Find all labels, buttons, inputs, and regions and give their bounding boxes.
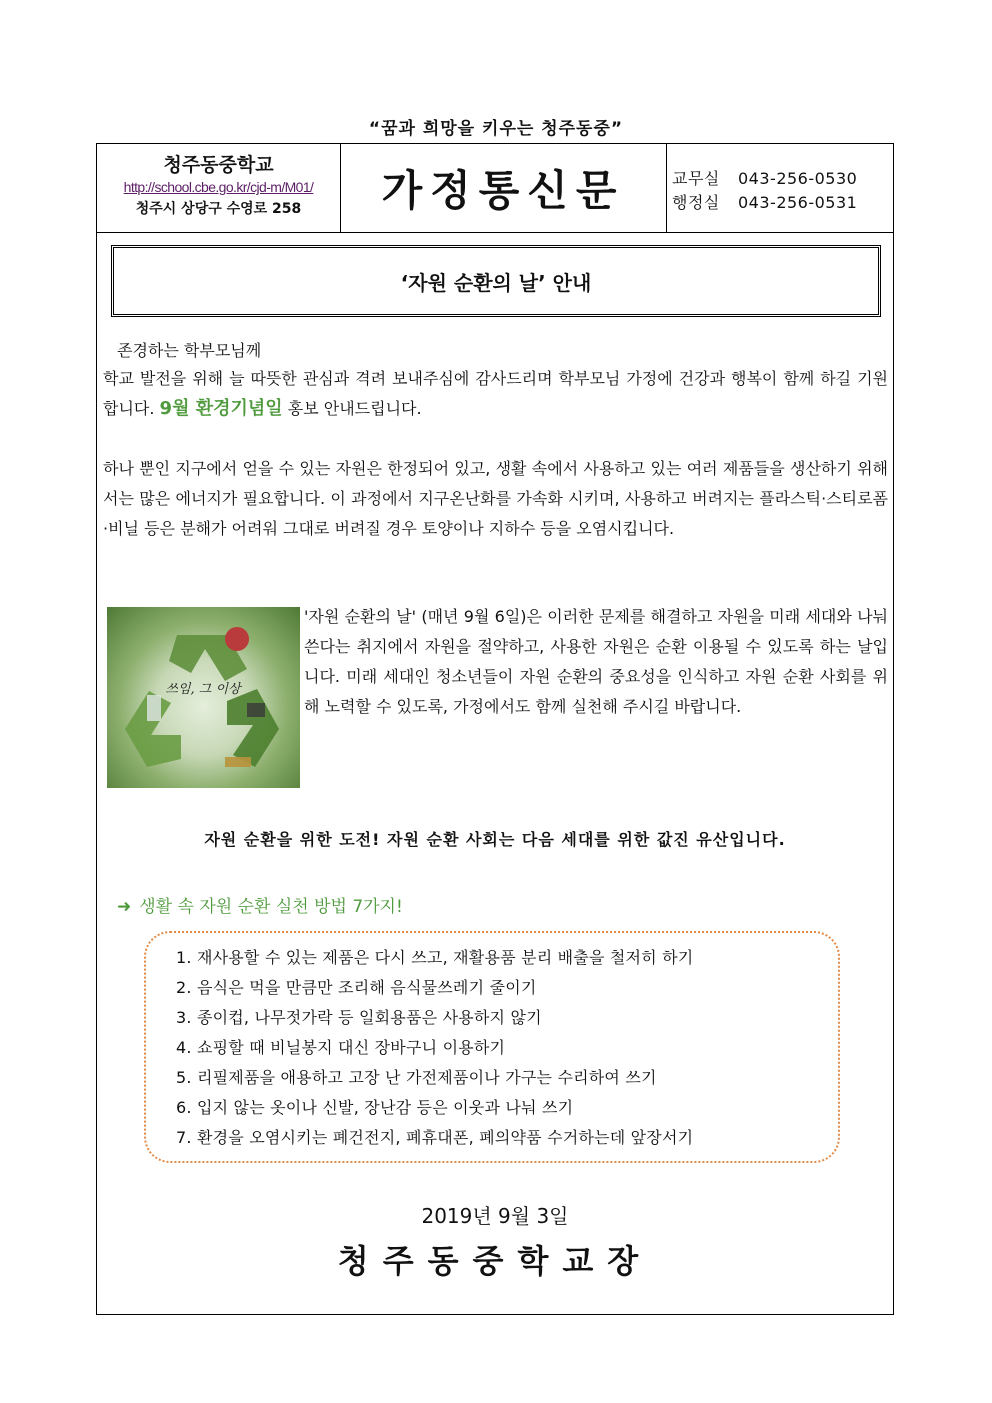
issue-date: 2019년 9월 3일: [421, 1204, 569, 1228]
list-item: 4. 쇼핑할 때 비닐봉지 대신 장바구니 이용하기: [176, 1038, 506, 1057]
phone-label: 교무실: [672, 169, 720, 188]
methods-list: [176, 943, 693, 1153]
phone-number: 043-256-0531: [738, 193, 858, 212]
newsletter-header: [97, 144, 893, 233]
list-item: 5. 리필제품을 애용하고 고장 난 가전제품이나 가구는 수리하여 쓰기: [176, 1068, 657, 1087]
event-paragraph: '자원 순환의 날' (매년 9월 6일)은 이러한 문제를 해결하고 자원을 미래 세대와 나눠 쓴다는 취지에서 자원을 절약하고, 사용한 자원은 순환 이용될 수 있도록 하는 날입니다. 미래 세대인 청소년들이 자원 순환의 중요성을 인식하고 자원 순환 사회를 위해 노력할 수 있도록, 가정에서도 함께 실천해 주시길 바랍니다.: [304, 607, 888, 716]
principal-signature: 청주동중학교장: [337, 1242, 653, 1280]
school-url-link[interactable]: http://school.cbe.go.kr/cjd-m/M01/: [123, 179, 314, 195]
methods-heading: [117, 892, 403, 917]
contact-info: [666, 144, 893, 232]
school-info: [97, 144, 341, 232]
phone-number: 043-256-0530: [738, 169, 858, 188]
list-item: 1. 재사용할 수 있는 제품은 다시 쓰고, 재활용품 분리 배출을 철저히 하기: [176, 948, 694, 967]
methods-title: 생활 속 자원 순환 실천 방법 7가지!: [139, 897, 403, 917]
arrow-right-icon: ➜: [117, 897, 132, 917]
list-item: 7. 환경을 오염시키는 폐건전지, 폐휴대폰, 폐의약품 수거하는데 앞장서기: [176, 1128, 694, 1147]
school-motto: “꿈과 희망을 키우는 청주동중”: [368, 119, 624, 139]
newsletter-frame: [96, 143, 894, 1315]
notice-title: ‘자원 순환의 날’ 안내: [400, 270, 592, 295]
list-item: 2. 음식은 먹을 만큼만 조리해 음식물쓰레기 줄이기: [176, 978, 537, 997]
notice-title-box: [111, 245, 881, 317]
methods-box: [144, 931, 840, 1163]
intro-text: 학교 발전을 위해 늘 따뜻한 관심과 격려 보내주심에 감사드리며 학부모님 가정에 건강과 행복이 함께 하길 기원합니다.: [103, 369, 888, 418]
intro-text-end: 홍보 안내드립니다.: [282, 399, 422, 418]
school-name: 청주동중학교: [163, 154, 274, 176]
phone-admin: [672, 190, 992, 213]
list-item: 6. 입지 않는 옷이나 신발, 장난감 등은 이웃과 나눠 쓰기: [176, 1098, 574, 1117]
list-item: 3. 종이컵, 나무젓가락 등 일회용품은 사용하지 않기: [176, 1008, 542, 1027]
title-cell: [340, 144, 667, 232]
school-address: 청주시 상당구 수영로 258: [135, 201, 302, 217]
phone-academic: [672, 166, 992, 189]
image-caption: 쓰임, 그 이상: [165, 682, 241, 697]
resource-paragraph: 하나 뿐인 지구에서 얻을 수 있는 자원은 한정되어 있고, 생활 속에서 사용하고 있는 여러 제품들을 생산하기 위해서는 많은 에너지가 필요합니다. 이 과정에서 지구온난화를 가속화 시키며, 사용하고 버려지는 플라스틱·스티로폼·비닐 등은 분해가 어려워 그대로 버려질 경우 토양이나 지하수 등을 오염시킵니다.: [103, 459, 888, 538]
recycle-symbol-icon: [107, 607, 300, 788]
intro-paragraph: [103, 364, 888, 424]
newsletter-title: 가정통신문: [381, 166, 625, 215]
highlight-text: 9월 환경기념일: [159, 398, 283, 419]
slogan: 자원 순환을 위한 도전! 자원 순환 사회는 다음 세대를 위한 값진 유산입니다.: [204, 830, 786, 849]
phone-label: 행정실: [672, 193, 720, 212]
greeting: 존경하는 학부모님께: [117, 341, 262, 360]
recycling-image: [107, 607, 300, 788]
